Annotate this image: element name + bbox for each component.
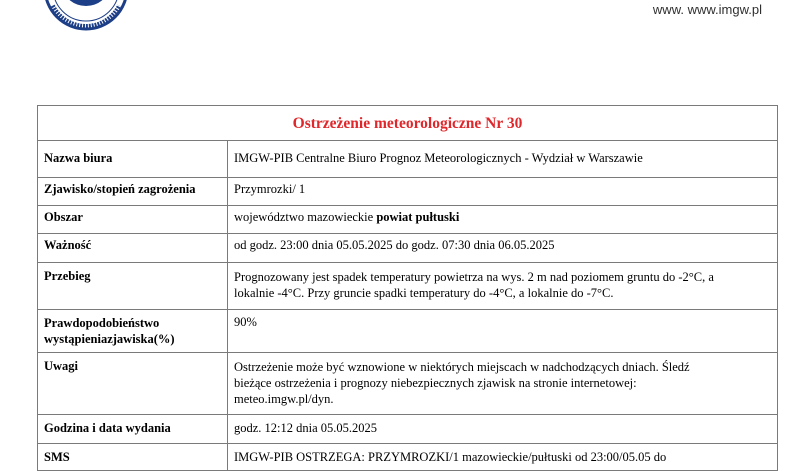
- remarks-value: [228, 353, 778, 415]
- probability-label-line: Prawdopodobieństwo: [44, 316, 160, 330]
- area-county: powiat pułtuski: [376, 210, 460, 224]
- table-row: [38, 234, 778, 263]
- table-row: [38, 263, 778, 310]
- remarks-text: Ostrzeżenie może być wznowione w niektórych miejscach w nadchodzących: [234, 360, 620, 374]
- remarks-text: dniach. Śledź: [622, 360, 690, 374]
- remarks-link[interactable]: meteo.imgw.pl/dyn.: [234, 392, 334, 406]
- warning-title: Ostrzeżenie meteorologiczne Nr 30: [38, 106, 778, 141]
- office-value: IMGW-PIB Centralne Biuro Prognoz Meteorologicznych - Wydział w Warszawie: [228, 141, 778, 178]
- table-row: [38, 353, 778, 415]
- course-value: [228, 263, 778, 310]
- table-row: [38, 444, 778, 471]
- validity-value: od godz. 23:00 dnia 05.05.2025 do godz. 07:30 dnia 06.05.2025: [228, 234, 778, 263]
- probability-label: [38, 310, 228, 353]
- issued-label: Godzina i data wydania: [38, 415, 228, 444]
- office-label: Nazwa biura: [38, 141, 228, 178]
- probability-value: 90%: [228, 310, 778, 353]
- phenomenon-label: Zjawisko/stopień zagrożenia: [38, 178, 228, 206]
- area-label: Obszar: [38, 206, 228, 234]
- issued-value: godz. 12:12 dnia 05.05.2025: [228, 415, 778, 444]
- imgw-logo-icon: [40, 0, 132, 32]
- website-url[interactable]: www. www.imgw.pl: [652, 2, 762, 17]
- probability-label-line: wystąpieniazjawiska(%): [44, 332, 175, 346]
- sms-label: SMS: [38, 444, 228, 471]
- table-row: [38, 141, 778, 178]
- table-row: [38, 178, 778, 206]
- remarks-line: [234, 359, 771, 375]
- area-voivodeship: województwo mazowieckie: [234, 210, 377, 224]
- table-row: [38, 415, 778, 444]
- sms-value: IMGW-PIB OSTRZEGA: PRZYMROZKI/1 mazowieckie/pułtuski od 23:00/05.05 do: [228, 444, 778, 471]
- remarks-label: Uwagi: [38, 353, 228, 415]
- validity-label: Ważność: [38, 234, 228, 263]
- warning-table: [37, 105, 778, 471]
- course-line: lokalnie -4°C. Przy gruncie spadki temperatury do -4°C, a lokalnie do -7°C.: [234, 286, 614, 300]
- area-value: [228, 206, 778, 234]
- phenomenon-value: Przymrozki/ 1: [228, 178, 778, 206]
- course-line: Prognozowany jest spadek temperatury powietrza na wys. 2 m nad poziomem gruntu do -2°C, a: [234, 270, 714, 284]
- table-row: [38, 310, 778, 353]
- remarks-line: bieżące ostrzeżenia i prognozy niebezpiecznych zjawisk na stronie internetowej:: [234, 376, 637, 390]
- course-label: Przebieg: [38, 263, 228, 310]
- table-row: [38, 206, 778, 234]
